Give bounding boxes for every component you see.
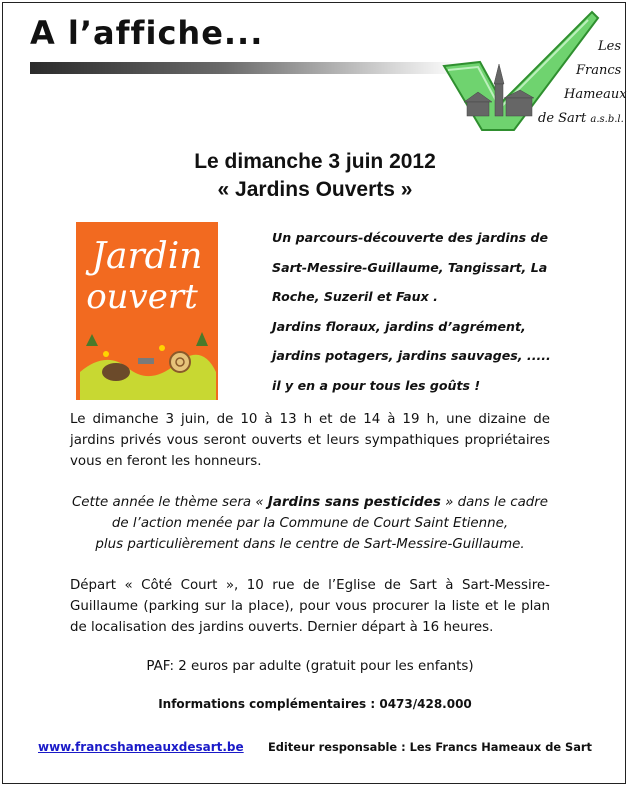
logo-text-les: Les [598, 39, 621, 54]
theme-text: » dans le cadre [440, 495, 549, 510]
theme-paragraph [70, 492, 550, 555]
association-logo [442, 10, 627, 134]
poster-line1: Jardin [91, 236, 203, 277]
intro-line: Jardins floraux, jardins d’agrément, [272, 318, 526, 334]
price-text: PAF: 2 euros par adulte (gratuit pour les enfants) [146, 659, 474, 674]
theme-text: Cette année le thème sera « [71, 495, 268, 510]
theme-line-3: plus particulièrement dans le centre de Sart-Messire-Guillaume. [95, 537, 525, 552]
logo-text-hameaux: Hameaux [564, 87, 627, 102]
jardin-ouvert-poster [76, 222, 218, 400]
intro-line: Roche, Suzeril et Faux . [272, 289, 438, 304]
contact-info: Informations complémentaires : 0473/428.000 [158, 697, 472, 711]
intro-line: Sart-Messire-Guillaume, Tangissart, La [272, 259, 548, 275]
event-title: « Jardins Ouverts » [217, 178, 413, 201]
website-link[interactable]: www.francshameauxdesart.be [38, 740, 244, 754]
garden-illustration-icon [76, 222, 218, 400]
logo-text-sart [538, 112, 624, 125]
theme-highlight: Jardins sans pesticides [267, 495, 441, 510]
logo-text-francs: Francs [576, 63, 622, 78]
intro-line: il y en a pour tous les goûts ! [272, 377, 481, 393]
intro-line: jardins potagers, jardins sauvages, ..... [272, 348, 551, 363]
theme-line-2: de l’action menée par la Commune de Court Saint Etienne, [111, 516, 509, 531]
header-gradient-bar [30, 62, 460, 74]
logo-text-de-sart: de Sart [538, 111, 587, 126]
page-title: A l’affiche... [30, 14, 264, 52]
poster-line2: ouvert [86, 277, 198, 317]
editor-credit: Editeur responsable : Les Francs Hameaux de Sart [267, 740, 592, 754]
intro-block [272, 223, 572, 400]
intro-line: Un parcours-découverte des jardins de [272, 230, 549, 245]
theme-line-1 [70, 492, 550, 513]
schedule-paragraph: Le dimanche 3 juin, de 10 à 13 h et de 14 à 19 h, une dizaine de jardins privés vous seront ouverts et leurs sympathiques propriétaires vous en feront les honneurs. [70, 412, 550, 469]
departure-paragraph: Départ « Côté Court », 10 rue de l’Eglise de Sart à Sart-Messire-Guillaume (parking sur la place), pour vous procurer la liste et le plan de localisation des jardins ouverts. Dernier départ à 16 heures. [70, 578, 550, 635]
logo-text-asbl: a.s.b.l. [590, 114, 624, 125]
event-date: Le dimanche 3 juin 2012 [194, 150, 436, 173]
